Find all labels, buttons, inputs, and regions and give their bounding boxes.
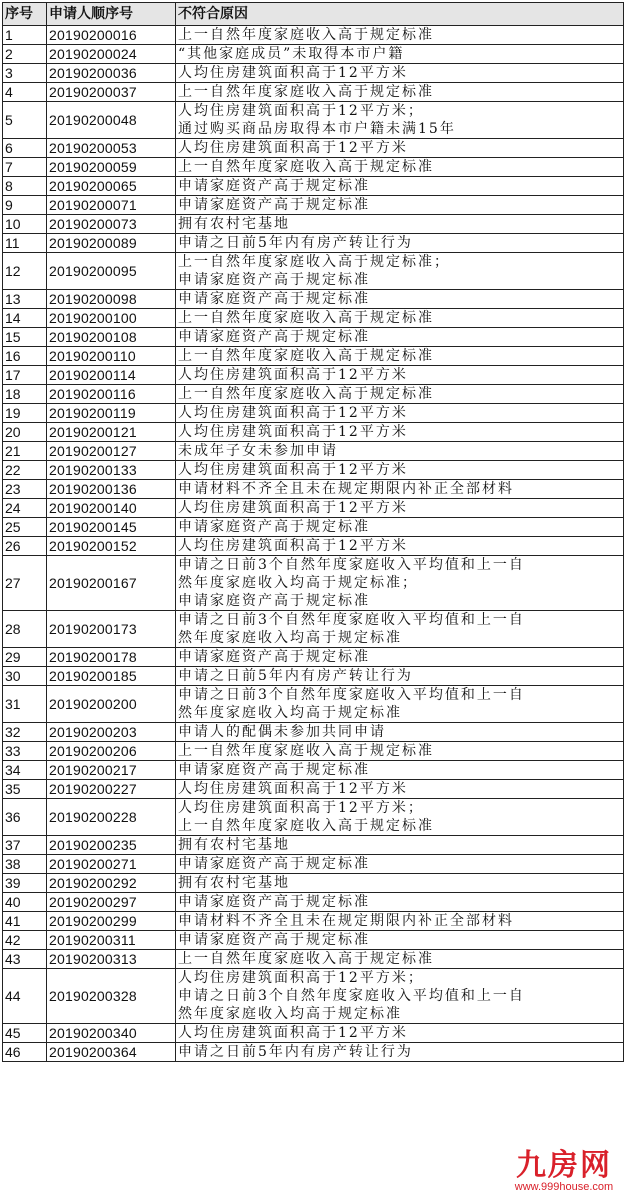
row-seq: 19 [3, 404, 47, 423]
row-seq: 2 [3, 45, 47, 64]
table-row [3, 26, 624, 45]
reason-line: 申请家庭资产高于规定标准 [178, 329, 370, 345]
row-seq: 46 [3, 1043, 47, 1062]
row-app-no: 20190200297 [47, 893, 176, 912]
row-seq: 44 [3, 969, 47, 1024]
table-row [3, 931, 624, 950]
row-seq: 26 [3, 537, 47, 556]
row-seq: 23 [3, 480, 47, 499]
row-app-no: 20190200024 [47, 45, 176, 64]
row-app-no: 20190200217 [47, 761, 176, 780]
table-row [3, 893, 624, 912]
row-app-no: 20190200271 [47, 855, 176, 874]
row-app-no: 20190200292 [47, 874, 176, 893]
table-row [3, 761, 624, 780]
table-header [3, 3, 624, 26]
reason-line: 申请家庭资产高于规定标准 [178, 856, 370, 872]
row-seq: 21 [3, 442, 47, 461]
row-reason [176, 328, 624, 347]
table-row [3, 196, 624, 215]
row-seq: 18 [3, 385, 47, 404]
table-row [3, 537, 624, 556]
table-row [3, 158, 624, 177]
table-row [3, 139, 624, 158]
reason-line: 申请家庭资产高于规定标准 [178, 178, 370, 194]
row-app-no: 20190200227 [47, 780, 176, 799]
table-row [3, 177, 624, 196]
row-reason [176, 855, 624, 874]
table-row [3, 290, 624, 309]
row-app-no: 20190200037 [47, 83, 176, 102]
reason-line: 上一自然年度家庭收入高于规定标准 [178, 743, 434, 759]
row-seq: 4 [3, 83, 47, 102]
reason-line: 申请之日前3个自然年度家庭收入平均值和上一自 [178, 687, 525, 703]
row-app-no: 20190200299 [47, 912, 176, 931]
row-app-no: 20190200100 [47, 309, 176, 328]
reason-line: 申请家庭资产高于规定标准 [178, 593, 370, 609]
row-reason [176, 611, 624, 648]
row-reason [176, 177, 624, 196]
table-row [3, 366, 624, 385]
header-app-no: 申请人顺序号 [47, 3, 176, 26]
row-app-no: 20190200071 [47, 196, 176, 215]
row-reason [176, 836, 624, 855]
row-app-no: 20190200328 [47, 969, 176, 1024]
reason-line: 申请之日前3个自然年度家庭收入平均值和上一自 [178, 557, 525, 573]
row-seq: 36 [3, 799, 47, 836]
row-seq: 32 [3, 723, 47, 742]
row-reason [176, 234, 624, 253]
row-app-no: 20190200089 [47, 234, 176, 253]
row-seq: 16 [3, 347, 47, 366]
row-app-no: 20190200340 [47, 1024, 176, 1043]
row-reason [176, 761, 624, 780]
row-app-no: 20190200152 [47, 537, 176, 556]
table-row [3, 480, 624, 499]
row-app-no: 20190200108 [47, 328, 176, 347]
reason-line: 申请之日前5年内有房产转让行为 [178, 1044, 413, 1060]
row-seq: 31 [3, 686, 47, 723]
reason-line: 申请之日前3个自然年度家庭收入平均值和上一自 [178, 988, 525, 1004]
row-app-no: 20190200114 [47, 366, 176, 385]
row-app-no: 20190200313 [47, 950, 176, 969]
row-reason [176, 780, 624, 799]
row-reason [176, 912, 624, 931]
row-app-no: 20190200364 [47, 1043, 176, 1062]
row-reason [176, 969, 624, 1024]
row-seq: 27 [3, 556, 47, 611]
reason-line: 人均住房建筑面积高于12平方米 [178, 462, 408, 478]
reason-line: 然年度家庭收入均高于规定标准 [178, 705, 402, 721]
reason-line: 人均住房建筑面积高于12平方米 [178, 140, 408, 156]
table-row [3, 83, 624, 102]
watermark-site: www.999house.com [514, 1181, 614, 1193]
row-seq: 6 [3, 139, 47, 158]
table-row [3, 874, 624, 893]
table-row [3, 385, 624, 404]
row-app-no: 20190200200 [47, 686, 176, 723]
table-row [3, 556, 624, 611]
row-seq: 3 [3, 64, 47, 83]
row-app-no: 20190200119 [47, 404, 176, 423]
row-app-no: 20190200178 [47, 648, 176, 667]
table-row [3, 215, 624, 234]
row-seq: 20 [3, 423, 47, 442]
row-seq: 8 [3, 177, 47, 196]
table-row [3, 234, 624, 253]
reason-line: 上一自然年度家庭收入高于规定标准 [178, 818, 434, 834]
table-row [3, 667, 624, 686]
row-reason [176, 215, 624, 234]
reason-line: 人均住房建筑面积高于12平方米 [178, 538, 408, 554]
row-app-no: 20190200228 [47, 799, 176, 836]
table-row [3, 1024, 624, 1043]
reason-line: 人均住房建筑面积高于12平方米 [178, 367, 408, 383]
row-seq: 5 [3, 102, 47, 139]
row-seq: 35 [3, 780, 47, 799]
watermark-brand: 九房网 [516, 1148, 612, 1183]
row-app-no: 20190200036 [47, 64, 176, 83]
reason-line: 上一自然年度家庭收入高于规定标准 [178, 27, 434, 43]
table-row [3, 102, 624, 139]
row-seq: 9 [3, 196, 47, 215]
reason-line: 申请家庭资产高于规定标准 [178, 197, 370, 213]
row-app-no: 20190200098 [47, 290, 176, 309]
reason-line: 拥有农村宅基地 [178, 875, 290, 891]
row-reason [176, 347, 624, 366]
table-row [3, 461, 624, 480]
row-reason [176, 290, 624, 309]
row-reason [176, 537, 624, 556]
row-app-no: 20190200203 [47, 723, 176, 742]
site-watermark [509, 1148, 619, 1193]
row-reason [176, 931, 624, 950]
row-seq: 33 [3, 742, 47, 761]
row-reason [176, 83, 624, 102]
row-app-no: 20190200127 [47, 442, 176, 461]
table-row [3, 64, 624, 83]
row-reason [176, 874, 624, 893]
table-row [3, 611, 624, 648]
row-reason [176, 102, 624, 139]
reason-line: 然年度家庭收入均高于规定标准； [178, 575, 418, 591]
row-seq: 39 [3, 874, 47, 893]
row-reason [176, 64, 624, 83]
table-row [3, 518, 624, 537]
row-app-no: 20190200206 [47, 742, 176, 761]
row-seq: 34 [3, 761, 47, 780]
row-seq: 15 [3, 328, 47, 347]
row-seq: 30 [3, 667, 47, 686]
reason-line: 申请材料不齐全且未在规定期限内补正全部材料 [178, 481, 514, 497]
reason-line: 申请家庭资产高于规定标准 [178, 649, 370, 665]
row-app-no: 20190200185 [47, 667, 176, 686]
table-row [3, 686, 624, 723]
row-seq: 45 [3, 1024, 47, 1043]
row-reason [176, 686, 624, 723]
row-app-no: 20190200053 [47, 139, 176, 158]
row-app-no: 20190200145 [47, 518, 176, 537]
row-seq: 7 [3, 158, 47, 177]
row-app-no: 20190200121 [47, 423, 176, 442]
row-seq: 37 [3, 836, 47, 855]
row-reason [176, 723, 624, 742]
row-seq: 10 [3, 215, 47, 234]
row-app-no: 20190200133 [47, 461, 176, 480]
row-reason [176, 385, 624, 404]
row-reason [176, 499, 624, 518]
row-seq: 24 [3, 499, 47, 518]
reason-line: 上一自然年度家庭收入高于规定标准 [178, 159, 434, 175]
reason-line: 人均住房建筑面积高于12平方米 [178, 1025, 408, 1041]
reason-line: 拥有农村宅基地 [178, 216, 290, 232]
row-reason [176, 442, 624, 461]
row-reason [176, 799, 624, 836]
row-app-no: 20190200073 [47, 215, 176, 234]
reason-line: 申请之日前5年内有房产转让行为 [178, 235, 413, 251]
reason-line: 申请家庭资产高于规定标准 [178, 291, 370, 307]
row-app-no: 20190200095 [47, 253, 176, 290]
row-reason [176, 139, 624, 158]
row-seq: 13 [3, 290, 47, 309]
reason-line: 人均住房建筑面积高于12平方米 [178, 424, 408, 440]
table-row [3, 253, 624, 290]
table-row [3, 45, 624, 64]
table-row [3, 912, 624, 931]
row-reason [176, 461, 624, 480]
row-app-no: 20190200048 [47, 102, 176, 139]
table-row [3, 855, 624, 874]
table-row [3, 799, 624, 836]
reason-line: 申请家庭资产高于规定标准 [178, 932, 370, 948]
reason-line: 人均住房建筑面积高于12平方米； [178, 103, 424, 119]
reason-line: 上一自然年度家庭收入高于规定标准 [178, 348, 434, 364]
reason-line: 人均住房建筑面积高于12平方米； [178, 800, 424, 816]
row-app-no: 20190200167 [47, 556, 176, 611]
reason-line: 上一自然年度家庭收入高于规定标准 [178, 386, 434, 402]
header-seq: 序号 [3, 3, 47, 26]
table-row [3, 1043, 624, 1062]
row-reason [176, 158, 624, 177]
row-reason [176, 667, 624, 686]
reason-line: 人均住房建筑面积高于12平方米； [178, 970, 424, 986]
row-reason [176, 309, 624, 328]
row-reason [176, 404, 624, 423]
reason-line: 上一自然年度家庭收入高于规定标准 [178, 84, 434, 100]
row-seq: 17 [3, 366, 47, 385]
reason-line: 人均住房建筑面积高于12平方米 [178, 781, 408, 797]
row-reason [176, 423, 624, 442]
reason-line: 申请人的配偶未参加共同申请 [178, 724, 386, 740]
row-reason [176, 196, 624, 215]
table-row [3, 404, 624, 423]
row-app-no: 20190200140 [47, 499, 176, 518]
row-app-no: 20190200110 [47, 347, 176, 366]
reason-line: 然年度家庭收入均高于规定标准 [178, 1006, 402, 1022]
row-seq: 43 [3, 950, 47, 969]
row-seq: 25 [3, 518, 47, 537]
table-row [3, 309, 624, 328]
applicant-rejection-table [2, 2, 624, 1062]
row-reason [176, 556, 624, 611]
reason-line: 人均住房建筑面积高于12平方米 [178, 500, 408, 516]
row-seq: 41 [3, 912, 47, 931]
reason-line: 申请家庭资产高于规定标准 [178, 762, 370, 778]
header-row [3, 3, 624, 26]
reason-line: 通过购买商品房取得本市户籍未满15年 [178, 121, 456, 137]
table-row [3, 780, 624, 799]
reason-line: 上一自然年度家庭收入高于规定标准； [178, 254, 450, 270]
row-reason [176, 742, 624, 761]
header-reason: 不符合原因 [176, 3, 624, 26]
row-reason [176, 950, 624, 969]
reason-line: 人均住房建筑面积高于12平方米 [178, 65, 408, 81]
row-reason [176, 518, 624, 537]
reason-line: 申请之日前5年内有房产转让行为 [178, 668, 413, 684]
table-row [3, 648, 624, 667]
row-seq: 14 [3, 309, 47, 328]
table-row [3, 969, 624, 1024]
row-app-no: 20190200235 [47, 836, 176, 855]
row-seq: 28 [3, 611, 47, 648]
applicant-rejection-table-wrapper [2, 2, 623, 1062]
table-row [3, 328, 624, 347]
table-row [3, 423, 624, 442]
row-app-no: 20190200059 [47, 158, 176, 177]
reason-line: “其他家庭成员”未取得本市户籍 [178, 46, 405, 62]
table-row [3, 499, 624, 518]
row-app-no: 20190200311 [47, 931, 176, 950]
reason-line: 上一自然年度家庭收入高于规定标准 [178, 951, 434, 967]
row-seq: 22 [3, 461, 47, 480]
reason-line: 上一自然年度家庭收入高于规定标准 [178, 310, 434, 326]
reason-line: 申请家庭资产高于规定标准 [178, 519, 370, 535]
row-seq: 42 [3, 931, 47, 950]
row-seq: 12 [3, 253, 47, 290]
row-app-no: 20190200116 [47, 385, 176, 404]
row-reason [176, 45, 624, 64]
row-reason [176, 1043, 624, 1062]
row-seq: 11 [3, 234, 47, 253]
table-row [3, 950, 624, 969]
reason-line: 拥有农村宅基地 [178, 837, 290, 853]
row-reason [176, 26, 624, 45]
table-row [3, 723, 624, 742]
table-row [3, 742, 624, 761]
table-row [3, 836, 624, 855]
row-reason [176, 480, 624, 499]
row-seq: 1 [3, 26, 47, 45]
row-seq: 29 [3, 648, 47, 667]
row-seq: 40 [3, 893, 47, 912]
reason-line: 申请之日前3个自然年度家庭收入平均值和上一自 [178, 612, 525, 628]
row-reason [176, 893, 624, 912]
reason-line: 未成年子女未参加申请 [178, 443, 338, 459]
table-row [3, 347, 624, 366]
row-app-no: 20190200136 [47, 480, 176, 499]
table-body [3, 26, 624, 1062]
row-app-no: 20190200065 [47, 177, 176, 196]
reason-line: 然年度家庭收入均高于规定标准 [178, 630, 402, 646]
row-reason [176, 648, 624, 667]
row-reason [176, 366, 624, 385]
row-reason [176, 1024, 624, 1043]
row-app-no: 20190200016 [47, 26, 176, 45]
reason-line: 申请材料不齐全且未在规定期限内补正全部材料 [178, 913, 514, 929]
row-reason [176, 253, 624, 290]
reason-line: 人均住房建筑面积高于12平方米 [178, 405, 408, 421]
row-seq: 38 [3, 855, 47, 874]
reason-line: 申请家庭资产高于规定标准 [178, 272, 370, 288]
row-app-no: 20190200173 [47, 611, 176, 648]
table-row [3, 442, 624, 461]
reason-line: 申请家庭资产高于规定标准 [178, 894, 370, 910]
